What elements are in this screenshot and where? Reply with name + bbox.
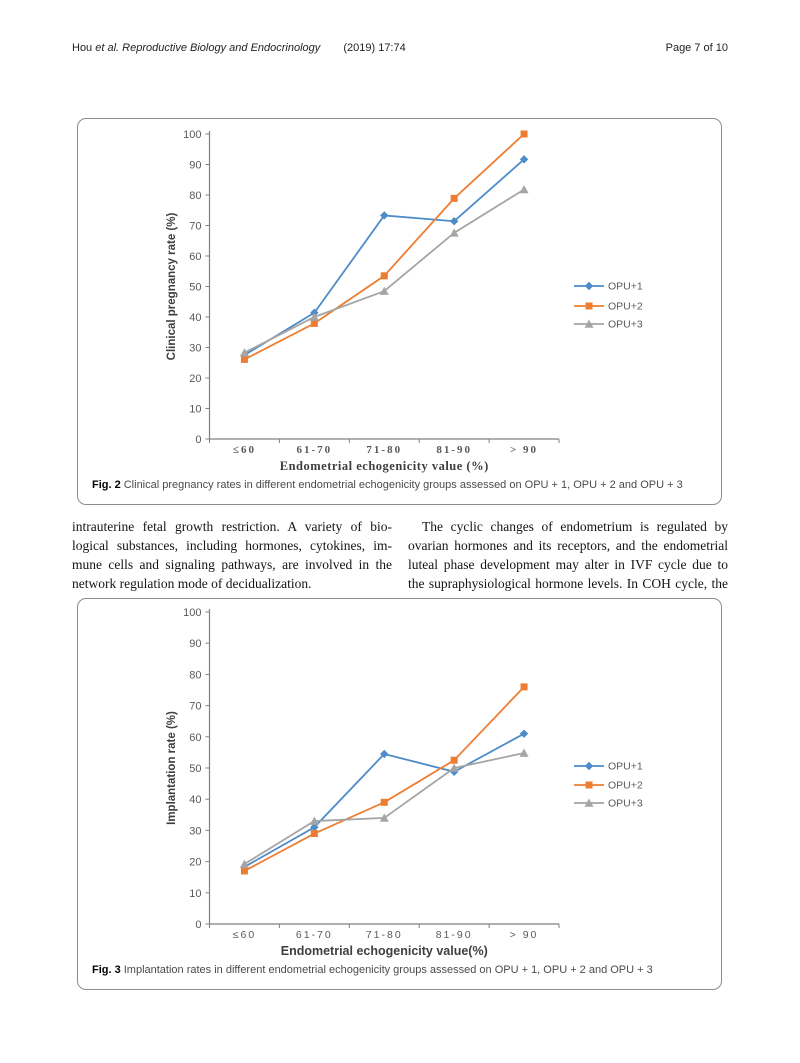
- figure-2-caption-label: Fig. 2: [92, 479, 121, 492]
- y-tick-label: 30: [189, 342, 202, 355]
- figure-3-caption-text: Implantation rates in different endometrial echogenicity groups assessed on OPU + 1, OPU + 2 and OPU + 3: [123, 964, 653, 977]
- body-text-line: mune cells and signaling pathways, are involved in the: [72, 557, 392, 572]
- body-text-line: the supraphysiological hormone levels. In COH cycle, the: [408, 576, 728, 591]
- y-tick-label: 70: [189, 700, 202, 713]
- body-text-line: logical substances, including hormones, cytokines, im-: [72, 538, 392, 553]
- x-axis-title: Endometrial echogenicity value (%): [279, 459, 489, 473]
- figure-2-caption: [92, 479, 707, 493]
- y-tick-label: 20: [189, 856, 202, 869]
- legend-label: OPU+2: [608, 779, 643, 792]
- x-tick-label: 81-90: [436, 444, 472, 456]
- y-axis-title: Clinical pregnancy rate (%): [166, 212, 178, 361]
- y-tick-label: 0: [195, 434, 202, 446]
- journal-title: et al. Reproductive Biology and Endocrinology: [95, 42, 321, 54]
- y-tick-label: 40: [189, 794, 202, 807]
- x-tick-label: ≤60: [232, 929, 257, 941]
- running-head-citation: [72, 42, 406, 54]
- body-left-column: [72, 517, 392, 593]
- y-tick-label: 40: [189, 312, 202, 324]
- body-text-line: network regulation mode of decidualization.: [72, 576, 312, 591]
- axes: [183, 607, 559, 941]
- authors: Hou: [72, 42, 93, 54]
- legend: [574, 761, 643, 810]
- figure-3-caption-label: Fig. 3: [92, 964, 121, 977]
- body-text-line: intrauterine fetal growth restriction. A variety of bio-: [72, 519, 392, 534]
- legend-label: OPU+1: [608, 760, 643, 773]
- y-tick-label: 50: [189, 281, 202, 294]
- body-right-column: [408, 517, 728, 593]
- series-OPU+1: [240, 155, 528, 359]
- body-text-line: ovarian hormones and its receptors, and the endometrial: [408, 538, 728, 553]
- legend-item-OPU+2: [574, 780, 643, 792]
- y-tick-label: 70: [189, 220, 202, 233]
- y-tick-label: 0: [195, 919, 202, 931]
- x-tick-label: ≤60: [232, 444, 256, 456]
- x-tick-label: 71-80: [366, 444, 403, 456]
- y-tick-label: 80: [189, 669, 202, 682]
- series-OPU+2: [241, 683, 528, 874]
- x-axis-title: Endometrial echogenicity value(%): [280, 944, 488, 958]
- y-tick-label: 90: [189, 159, 202, 172]
- figure-3-caption: [92, 964, 707, 978]
- page-number: Page 7 of 10: [665, 42, 728, 54]
- figure-3-panel: [77, 598, 722, 990]
- legend-label: OPU+2: [608, 300, 643, 313]
- x-tick-label: 71-80: [365, 929, 403, 941]
- figure-2-panel: [77, 118, 722, 505]
- legend-label: OPU+3: [608, 797, 643, 810]
- legend-label: OPU+3: [608, 318, 643, 331]
- y-tick-label: 60: [189, 251, 202, 263]
- body-text-line: luteal phase development may alter in IVF cycle due to: [408, 557, 728, 572]
- body-text-line: The cyclic changes of endometrium is regulated by: [422, 519, 728, 534]
- series-OPU+2: [241, 131, 528, 363]
- figure-2-caption-text: Clinical pregnancy rates in different endometrial echogenicity groups assessed on OPU + 1, OPU + 2 and OPU + 3: [123, 479, 683, 492]
- y-tick-label: 100: [183, 607, 202, 619]
- legend-item-OPU+3: [574, 798, 643, 810]
- fig3-implantation-chart: [78, 599, 721, 961]
- y-tick-label: 20: [189, 373, 202, 385]
- body-text: [72, 517, 728, 593]
- x-tick-label: > 90: [510, 444, 539, 456]
- x-tick-label: 61-70: [296, 444, 333, 456]
- citation: (2019) 17:74: [343, 42, 406, 54]
- y-tick-label: 90: [189, 638, 202, 651]
- y-tick-label: 60: [189, 731, 202, 744]
- x-tick-label: > 90: [509, 929, 539, 941]
- y-tick-label: 100: [183, 129, 202, 141]
- legend-item-OPU+2: [574, 301, 643, 313]
- running-header: [72, 42, 728, 54]
- y-tick-label: 10: [189, 403, 202, 416]
- y-tick-label: 80: [189, 190, 202, 202]
- legend-label: OPU+1: [608, 280, 643, 293]
- y-tick-label: 50: [189, 763, 202, 775]
- x-tick-label: 81-90: [435, 929, 473, 941]
- legend-item-OPU+3: [574, 319, 643, 331]
- y-axis-title: Implantation rate (%): [166, 711, 178, 825]
- legend-item-OPU+1: [574, 761, 643, 773]
- y-tick-label: 30: [189, 825, 202, 838]
- legend-item-OPU+1: [574, 281, 643, 293]
- y-tick-label: 10: [189, 887, 202, 900]
- x-tick-label: 61-70: [295, 929, 333, 941]
- legend: [574, 281, 643, 331]
- fig2-clinical-pregnancy-chart: [78, 119, 721, 475]
